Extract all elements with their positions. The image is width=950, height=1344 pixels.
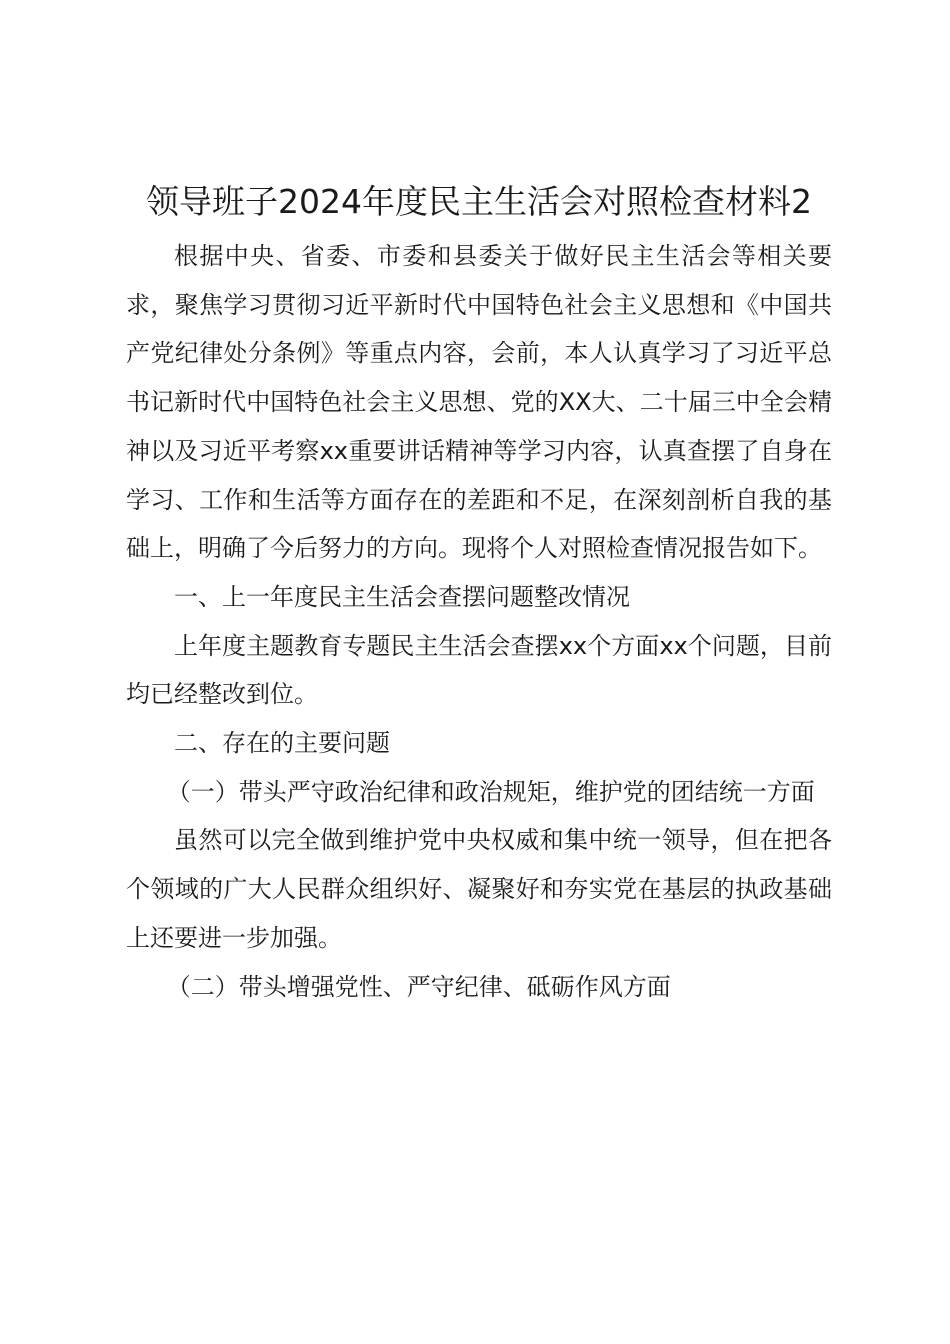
subsection-1-body: 虽然可以完全做到维护党中央权威和集中统一领导，但在把各个领域的广大人民群众组织好、凝聚好和夯实党在基层的执政基础上还要进一步加强。 [126, 826, 832, 952]
document-title: 领导班子2024年度民主生活会对照检查材料2 [146, 182, 812, 221]
document-page [126, 180, 832, 1011]
intro-paragraph: 根据中央、省委、市委和县委关于做好民主生活会等相关要求，聚焦学习贯彻习近平新时代中国特色社会主义思想和《中国共产党纪律处分条例》等重点内容，会前，本人认真学习了习近平总书记新时代中国特色社会主义思想、党的XX大、二十届三中全会精神以及习近平考察xx重要讲话精神等学习内容，认真查摆了自身在学习、工作和生活等方面存在的差距和不足，在深刻剖析自我的基础上，明确了今后努力的方向。现将个人对照检查情况报告如下。 [126, 242, 832, 563]
section-1-heading: 一、上一年度民主生活会查摆问题整改情况 [174, 582, 630, 611]
section-1-body: 上年度主题教育专题民主生活会查摆xx个方面xx个问题，目前均已经整改到位。 [126, 631, 832, 709]
section-2-heading: 二、存在的主要问题 [174, 729, 390, 758]
subsection-2-heading: （二）带头增强党性、严守纪律、砥砺作风方面 [166, 972, 671, 1001]
subsection-1-heading: （一）带头严守政治纪律和政治规矩，维护党的团结统一方面 [166, 777, 815, 806]
